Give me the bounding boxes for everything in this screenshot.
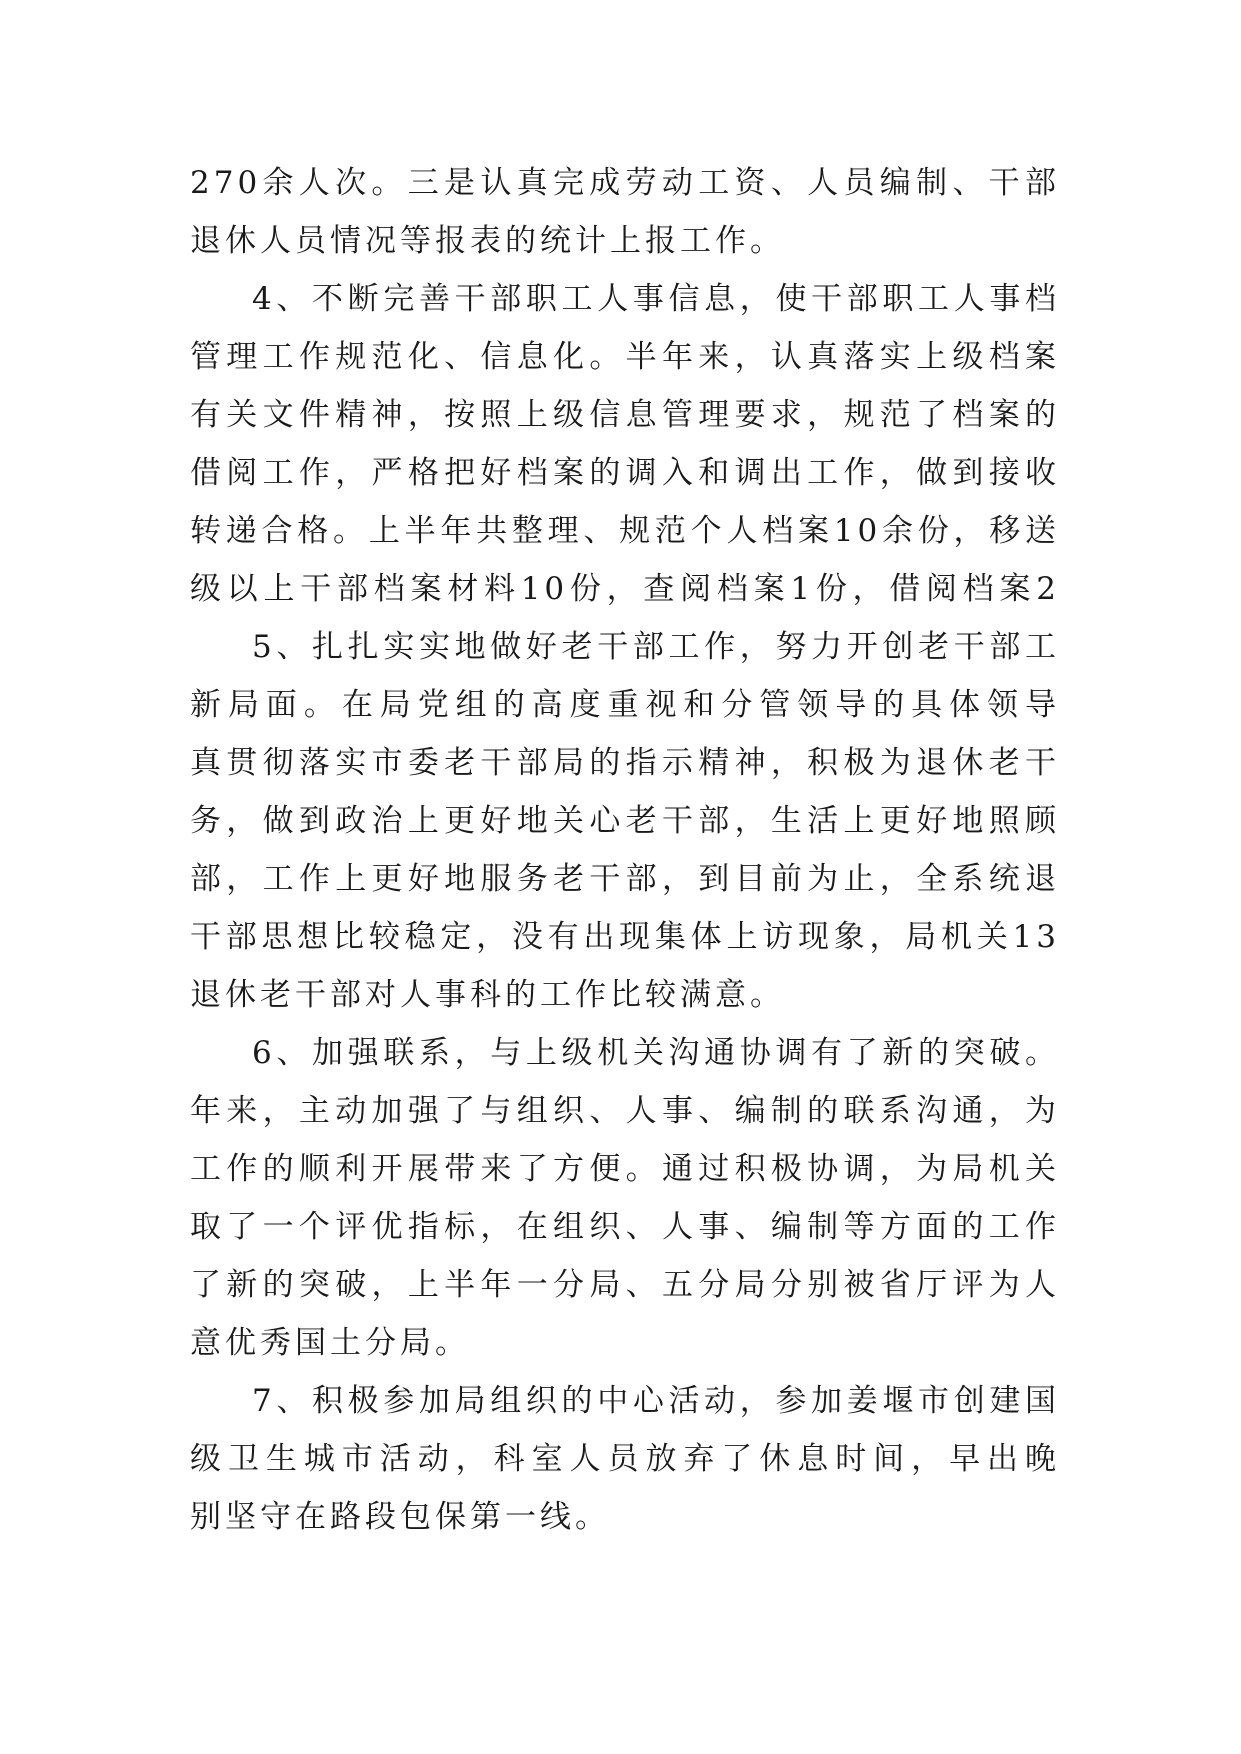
document-page <box>190 154 1060 1546</box>
text-line: 级卫生城市活动，科室人员放弃了休息时间，早出晚 <box>190 1441 1060 1477</box>
text-line: 部，工作上更好地服务老干部，到目前为止，全系统退 <box>190 861 1060 897</box>
text-line: 年来，主动加强了与组织、人事、编制的联系沟通，为 <box>190 1093 1060 1129</box>
text-line: 管理工作规范化、信息化。半年来，认真落实上级档案 <box>190 339 1060 375</box>
text-line: 取了一个评优指标，在组织、人事、编制等方面的工作 <box>190 1209 1060 1245</box>
text-line: 借阅工作，严格把好档案的调入和调出工作，做到接收 <box>190 455 1060 491</box>
text-line: 7、积极参加局组织的中心活动，参加姜堰市创建国 <box>252 1383 1060 1419</box>
text-line: 270余人次。三是认真完成劳动工资、人员编制、干部 <box>190 165 1060 201</box>
text-line: 干部思想比较稳定，没有出现集体上访现象，局机关13 <box>190 919 1060 955</box>
text-line: 5、扎扎实实地做好老干部工作，努力开创老干部工 <box>252 629 1060 665</box>
text-line: 意优秀国土分局。 <box>190 1325 470 1361</box>
text-line: 工作的顺利开展带来了方便。通过积极协调，为局机关 <box>190 1151 1060 1187</box>
text-line: 有关文件精神，按照上级信息管理要求，规范了档案的 <box>190 397 1060 433</box>
text-line: 退休老干部对人事科的工作比较满意。 <box>190 977 785 1013</box>
text-line: 退休人员情况等报表的统计上报工作。 <box>190 223 785 259</box>
text-line: 别坚守在路段包保第一线。 <box>190 1499 610 1535</box>
text-line: 级以上干部档案材料10份，查阅档案1份，借阅档案2 <box>190 571 1060 607</box>
text-line: 转递合格。上半年共整理、规范个人档案10余份，移送 <box>190 513 1060 549</box>
text-line: 4、不断完善干部职工人事信息，使干部职工人事档 <box>252 281 1060 317</box>
text-line: 真贯彻落实市委老干部局的指示精神，积极为退休老干 <box>190 745 1060 781</box>
text-line: 新局面。在局党组的高度重视和分管领导的具体领导 <box>190 687 1060 723</box>
text-line: 了新的突破，上半年一分局、五分局分别被省厅评为人 <box>190 1267 1060 1303</box>
text-line: 务，做到政治上更好地关心老干部，生活上更好地照顾 <box>190 803 1060 839</box>
text-line: 6、加强联系，与上级机关沟通协调有了新的突破。 <box>252 1035 1060 1071</box>
